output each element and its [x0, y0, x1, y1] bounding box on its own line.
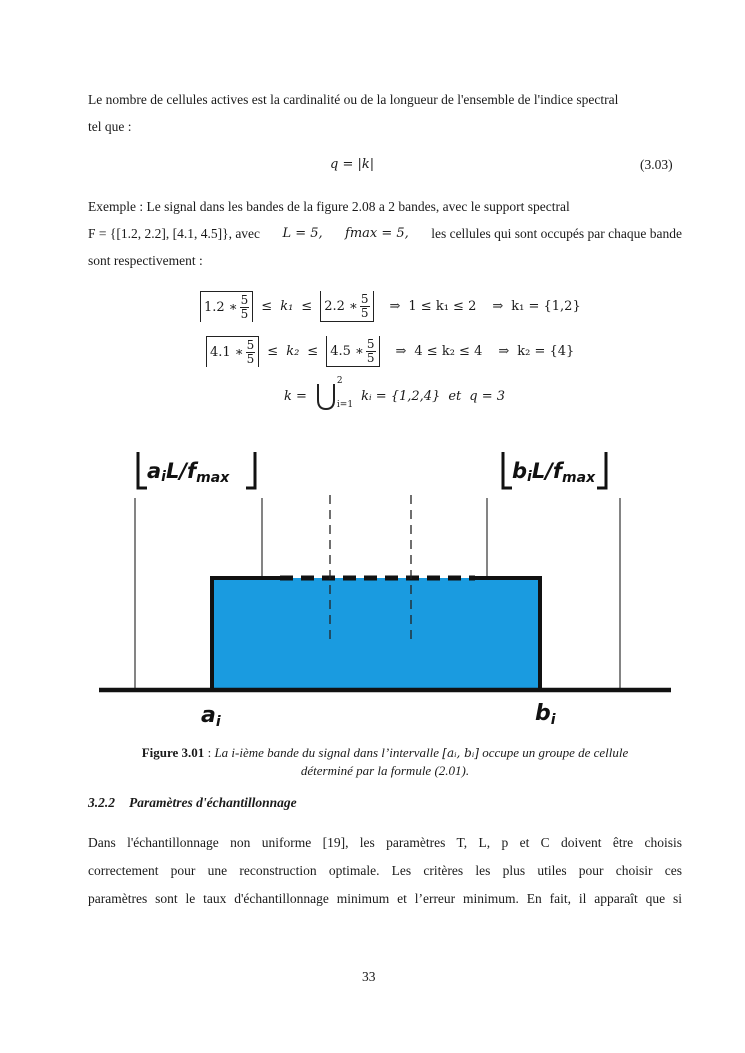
union-sub: i=1 — [336, 400, 354, 410]
union-symbol-icon — [315, 382, 337, 412]
example-line-3: sont respectivement : — [88, 253, 203, 268]
figure-caption — [88, 744, 682, 779]
right-label-b: b — [512, 459, 528, 483]
left-label — [147, 459, 230, 486]
math-row-1 — [200, 291, 581, 322]
caption-line-2: déterminé par la formule (2.01). — [300, 763, 470, 778]
body-line-2: correctement pour une reconstruction optimale. Les critères les plus utiles pour choisir ces — [88, 863, 682, 878]
union-et: et — [448, 388, 462, 404]
axis-label-a — [201, 703, 221, 730]
frac-2b-den: 5 — [366, 350, 375, 365]
frac-2a-num: 5 — [246, 337, 255, 352]
figure-band-diagram — [95, 440, 675, 730]
right-label — [512, 459, 596, 486]
ceil-left-2 — [206, 336, 259, 367]
frac-1a-num: 5 — [240, 292, 249, 307]
floor-right-2 — [326, 336, 379, 367]
band-fill — [212, 578, 540, 690]
intro-line-1: Le nombre de cellules actives est la cardinalité ou de la longueur de l'ensemble de l'indice spectral — [88, 92, 619, 107]
frac-1b-num: 5 — [360, 291, 369, 306]
result-k2: k₂ = {4} — [517, 344, 575, 359]
caption-label: Figure 3.01 — [141, 745, 205, 760]
section-title: Paramètres d'échantillonnage — [129, 795, 297, 810]
frac-1a-den: 5 — [240, 306, 249, 321]
caption-text-1: La i-ième bande du signal dans l’intervalle — [214, 745, 440, 760]
var-k1: k₁ — [280, 299, 294, 314]
frac-2b — [366, 338, 376, 365]
le-2b: ≤ — [307, 344, 319, 359]
floor-right-1 — [320, 291, 373, 322]
paragraph-example — [88, 193, 682, 274]
example-L: L = 5, — [282, 226, 323, 241]
var-k2: k₂ — [286, 344, 300, 359]
frac-1a — [240, 294, 250, 321]
caption-text-2: occupe un groupe de cellule — [482, 745, 629, 760]
result-k1: k₁ = {1,2} — [511, 299, 581, 314]
paragraph-body — [88, 829, 682, 913]
section-heading — [88, 795, 297, 811]
left-label-rest: L/f — [165, 459, 197, 483]
left-label-max: max — [196, 470, 230, 486]
example-fmax: fmax = 5, — [345, 226, 409, 241]
union-lhs: k = — [284, 388, 307, 404]
right-label-max: max — [562, 470, 596, 486]
body-line-1: Dans l'échantillonnage non uniforme [19], les paramètres T, L, p et C doivent être choisis — [88, 835, 682, 850]
math-row-3 — [284, 376, 506, 412]
example-support: F = {[1.2, 2.2], [4.1, 4.5]}, avec — [88, 226, 261, 241]
frac-1b — [360, 293, 370, 320]
paragraph-intro — [88, 86, 682, 140]
frac-2b-num: 5 — [366, 336, 375, 351]
example-line-2 — [88, 220, 682, 247]
implies-2a: ⇒ — [395, 344, 407, 359]
axis-label-b — [535, 701, 556, 728]
le-1a: ≤ — [261, 299, 273, 314]
equation-3-03 — [330, 157, 374, 172]
frac-1b-den: 5 — [360, 305, 369, 320]
axis-label-a-sub: i — [215, 714, 221, 730]
caption-line-1 — [88, 744, 682, 762]
implies-2b: ⇒ — [498, 344, 510, 359]
ceil-left-1-text: 1.2 ∗ — [204, 299, 238, 315]
left-label-a: a — [147, 459, 162, 483]
intro-line-2: tel que : — [88, 119, 132, 134]
floor-right-2-text: 4.5 ∗ — [330, 343, 364, 359]
union-q: q = 3 — [469, 388, 506, 404]
frac-2a-den: 5 — [246, 351, 255, 366]
ceil-left-2-text: 4.1 ∗ — [210, 344, 244, 360]
example-line-1: Exemple : Le signal dans les bandes de la figure 2.08 a 2 bandes, avec le support spectral — [88, 199, 570, 214]
le-2a: ≤ — [267, 344, 279, 359]
example-cells-text: les cellules qui sont occupés par chaque bande — [431, 226, 682, 241]
frac-2a — [246, 339, 256, 366]
axis-label-a-main: a — [201, 703, 216, 728]
caption-sep: : — [204, 745, 215, 760]
le-1b: ≤ — [301, 299, 313, 314]
right-label-rest: L/f — [531, 459, 563, 483]
implies-1a: ⇒ — [389, 299, 401, 314]
axis-label-b-sub: i — [550, 712, 556, 728]
floor-right-1-text: 2.2 ∗ — [324, 298, 358, 314]
implies-1b: ⇒ — [492, 299, 504, 314]
section-number: 3.2.2 — [88, 795, 115, 810]
ineq-1: 1 ≤ k₁ ≤ 2 — [408, 299, 477, 314]
union-operator — [315, 376, 354, 412]
ineq-2: 4 ≤ k₂ ≤ 4 — [414, 344, 483, 359]
figure-3-01 — [95, 440, 675, 730]
union-sup: 2 — [336, 376, 343, 386]
right-label-i: i — [527, 469, 532, 485]
body-line-3: paramètres sont le taux d'échantillonnage minimum et l’erreur minimum. En fait, il apparaît que si — [88, 891, 682, 906]
left-label-i: i — [161, 469, 166, 485]
equation-expr: q = |k| — [330, 157, 375, 172]
axis-label-b-main: b — [535, 701, 551, 726]
equation-number: (3.03) — [640, 157, 673, 172]
union-term: kᵢ = {1,2,4} — [361, 388, 441, 404]
page-number: 33 — [362, 969, 376, 984]
math-row-2 — [206, 336, 574, 367]
ceil-left-1 — [200, 291, 253, 322]
caption-interval: [aᵢ, bᵢ] — [442, 746, 479, 760]
